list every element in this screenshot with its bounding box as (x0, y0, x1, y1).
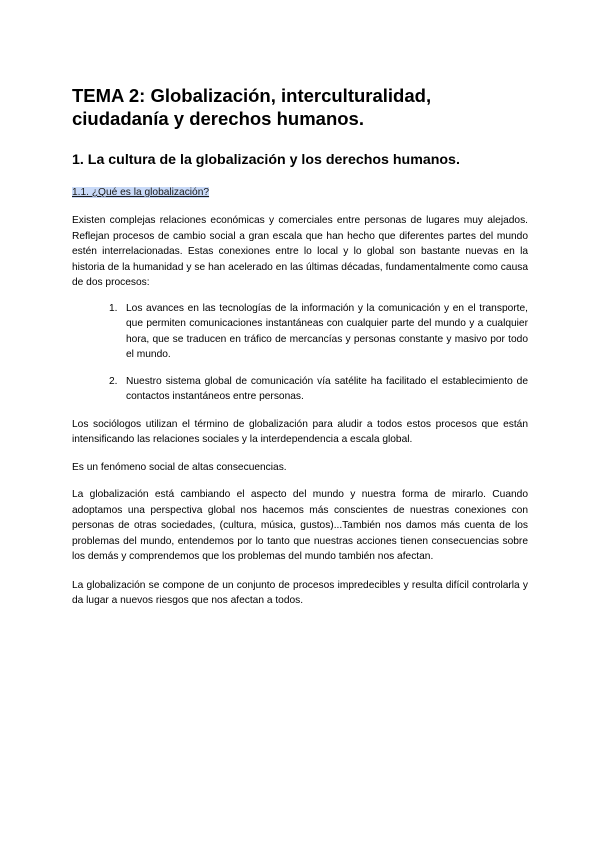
paragraph-changing: La globalización está cambiando el aspecto del mundo y nuestra forma de mirarlo. Cuando adoptamos una perspectiva global nos hacemos más conscientes de nuestras conexiones con personas de otras sociedades, (cultura, música, gustos)...También nos damos más cuenta de los problemas del mundo, entendemos por lo tanto que nuestras acciones tienen consecuencias sobre los demás y comprendemos que los problemas del mundo también nos afectan. (72, 489, 528, 562)
paragraph-intro: Existen complejas relaciones económicas y comerciales entre personas de lugares muy alejados. Reflejan procesos de cambio social a gran escala que han hecho que diferentes partes del mundo estén interrelacionadas. Estas conexiones entre lo local y lo global son bastante nuevas en la historia de la humanidad y se han acelerado en las últimas décadas, fundamentalmente como causa de dos procesos: (72, 215, 528, 288)
list-item-text: Los avances en las tecnologías de la información y la comunicación y en el transporte, que permiten comunicaciones instantáneas con cualquier parte del mundo y a cualquier hora, que se traducen en tráfico de mercancías y personas constante y masivo por todo el mundo. (126, 302, 528, 360)
numbered-list (72, 301, 528, 405)
list-item (72, 301, 528, 363)
paragraph-processes: La globalización se compone de un conjunto de procesos impredecibles y resulta difícil controlarla y da lugar a nuevos riesgos que nos afectan a todos. (72, 579, 528, 606)
list-item (72, 374, 528, 405)
list-item-text: Nuestro sistema global de comunicación vía satélite ha facilitado el establecimiento de contactos instantáneos entre personas. (126, 375, 528, 402)
subheading-link[interactable]: 1.1. ¿Qué es la globalización? (72, 187, 210, 198)
document-body (72, 84, 528, 609)
list-item-number: 2. (109, 375, 118, 387)
page-title: TEMA 2: Globalización, interculturalidad, ciudadanía y derechos humanos. (72, 85, 432, 129)
paragraph-phenomenon: Es un fenómeno social de altas consecuencias. (72, 461, 287, 473)
section-heading: 1. La cultura de la globalización y los derechos humanos. (72, 152, 460, 168)
subheading (72, 186, 528, 200)
paragraph-sociologists: Los sociólogos utilizan el término de globalización para aludir a todos estos procesos que están intensificando las relaciones sociales y la interdependencia a escala global. (72, 418, 528, 445)
list-item-number: 1. (109, 302, 118, 314)
